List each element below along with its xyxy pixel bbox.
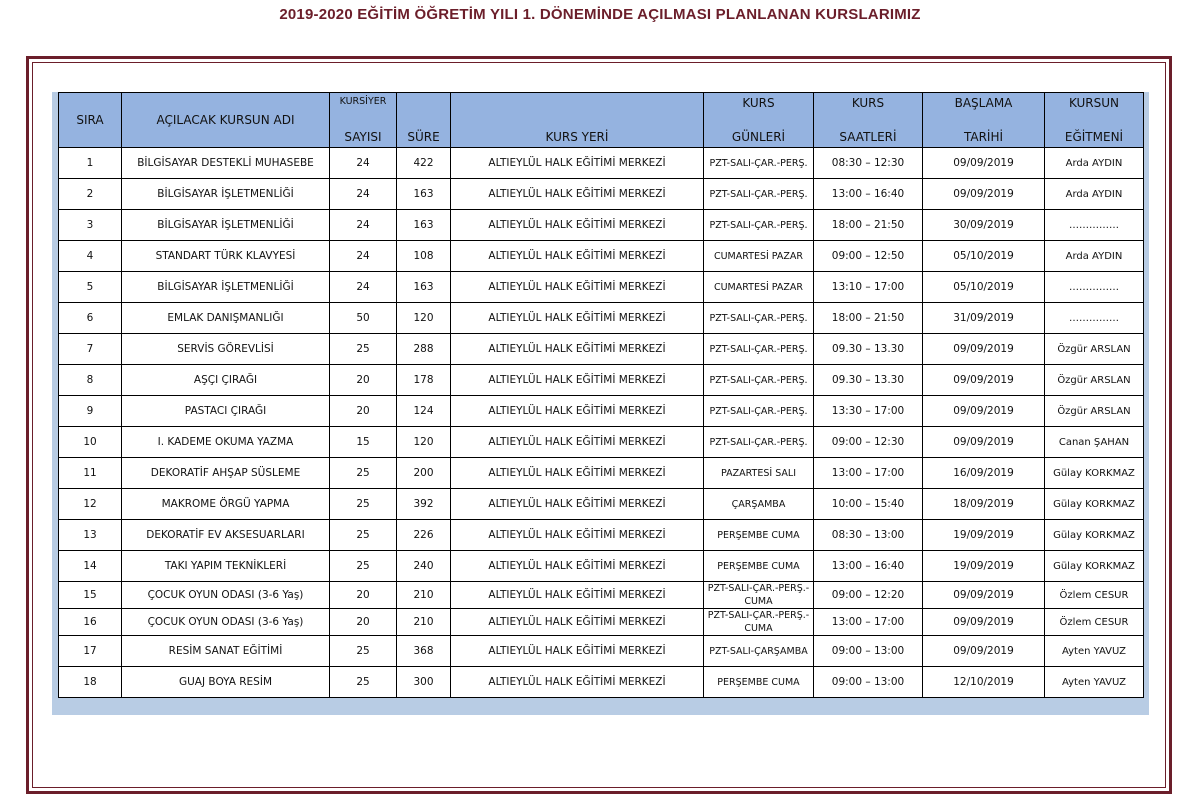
cell-sira: 8 [59,365,122,396]
header-kurs-adi: AÇILACAK KURSUN ADI [122,93,330,148]
cell-kurs-adi: ÇOCUK OYUN ODASI (3-6 Yaş) [122,582,330,609]
cell-kurs-yeri: ALTIEYLÜL HALK EĞİTİMİ MERKEZİ [451,365,704,396]
cell-egitmen: Gülay KORKMAZ [1045,520,1144,551]
cell-baslama-tarihi: 09/09/2019 [923,636,1045,667]
cell-kurs-gunleri: CUMARTESİ PAZAR [704,272,814,303]
cell-baslama-tarihi: 09/09/2019 [923,179,1045,210]
cell-kurs-adi: TAKI YAPIM TEKNİKLERİ [122,551,330,582]
table-row [59,667,1144,698]
cell-kursiyer-sayisi: 24 [330,148,397,179]
cell-kurs-gunleri: PZT-SALI-ÇAR.-PERŞ. [704,427,814,458]
cell-kurs-yeri: ALTIEYLÜL HALK EĞİTİMİ MERKEZİ [451,489,704,520]
header-kurs-saatleri: KURS SAATLERİ [814,93,923,148]
cell-egitmen: Gülay KORKMAZ [1045,458,1144,489]
cell-kurs-saatleri: 13:10 – 17:00 [814,272,923,303]
table-row [59,636,1144,667]
cell-sure: 178 [397,365,451,396]
table-body [59,148,1144,698]
cell-egitmen: …………… [1045,303,1144,334]
cell-egitmen: Arda AYDIN [1045,179,1144,210]
cell-sure: 163 [397,179,451,210]
cell-sira: 15 [59,582,122,609]
cell-kurs-yeri: ALTIEYLÜL HALK EĞİTİMİ MERKEZİ [451,551,704,582]
table-row [59,334,1144,365]
cell-kurs-saatleri: 09.30 – 13.30 [814,365,923,396]
cell-sira: 5 [59,272,122,303]
cell-baslama-tarihi: 05/10/2019 [923,241,1045,272]
cell-egitmen: Ayten YAVUZ [1045,636,1144,667]
header-sira: SIRA [59,93,122,148]
cell-kurs-saatleri: 13:00 – 16:40 [814,179,923,210]
cell-kurs-adi: PASTACI ÇIRAĞI [122,396,330,427]
cell-sira: 18 [59,667,122,698]
cell-kurs-gunleri: PZT-SALI-ÇAR.-PERŞ. [704,303,814,334]
cell-egitmen: Özgür ARSLAN [1045,396,1144,427]
cell-kurs-adi: RESİM SANAT EĞİTİMİ [122,636,330,667]
cell-kursiyer-sayisi: 20 [330,582,397,609]
header-kurs-gunleri: KURS GÜNLERİ [704,93,814,148]
cell-baslama-tarihi: 18/09/2019 [923,489,1045,520]
cell-kursiyer-sayisi: 25 [330,636,397,667]
cell-kurs-yeri: ALTIEYLÜL HALK EĞİTİMİ MERKEZİ [451,609,704,636]
cell-sira: 14 [59,551,122,582]
header-sure: SÜRE [397,93,451,148]
cell-kursiyer-sayisi: 20 [330,396,397,427]
cell-sira: 1 [59,148,122,179]
cell-kurs-adi: BİLGİSAYAR İŞLETMENLİĞİ [122,210,330,241]
cell-kurs-adi: EMLAK DANIŞMANLIĞI [122,303,330,334]
cell-sira: 16 [59,609,122,636]
header-row [59,93,1144,148]
table-row [59,148,1144,179]
header-kursun-egitmeni: KURSUN EĞİTMENİ [1045,93,1144,148]
header-kurs-yeri: KURS YERİ [451,93,704,148]
cell-sure: 210 [397,582,451,609]
cell-sira: 7 [59,334,122,365]
cell-egitmen: Canan ŞAHAN [1045,427,1144,458]
cell-kurs-adi: I. KADEME OKUMA YAZMA [122,427,330,458]
cell-egitmen: Özlem CESUR [1045,582,1144,609]
cell-sure: 368 [397,636,451,667]
cell-sira: 3 [59,210,122,241]
cell-kurs-yeri: ALTIEYLÜL HALK EĞİTİMİ MERKEZİ [451,179,704,210]
cell-kurs-saatleri: 09:00 – 12:50 [814,241,923,272]
cell-kurs-gunleri: PERŞEMBE CUMA [704,667,814,698]
cell-kurs-adi: BİLGİSAYAR DESTEKLİ MUHASEBE [122,148,330,179]
cell-kurs-saatleri: 09:00 – 13:00 [814,667,923,698]
cell-sure: 120 [397,303,451,334]
cell-kurs-adi: STANDART TÜRK KLAVYESİ [122,241,330,272]
cell-sure: 240 [397,551,451,582]
table-row [59,458,1144,489]
cell-kurs-yeri: ALTIEYLÜL HALK EĞİTİMİ MERKEZİ [451,427,704,458]
cell-sure: 163 [397,272,451,303]
cell-kurs-gunleri: PERŞEMBE CUMA [704,551,814,582]
cell-kurs-gunleri: PZT-SALI-ÇAR.-PERŞ. [704,210,814,241]
cell-kurs-yeri: ALTIEYLÜL HALK EĞİTİMİ MERKEZİ [451,636,704,667]
cell-sure: 210 [397,609,451,636]
cell-kurs-saatleri: 13:30 – 17:00 [814,396,923,427]
cell-kurs-saatleri: 18:00 – 21:50 [814,303,923,334]
cell-kurs-adi: ÇOCUK OYUN ODASI (3-6 Yaş) [122,609,330,636]
cell-egitmen: Özgür ARSLAN [1045,365,1144,396]
cell-sira: 6 [59,303,122,334]
cell-kurs-yeri: ALTIEYLÜL HALK EĞİTİMİ MERKEZİ [451,667,704,698]
cell-kurs-gunleri: PZT-SALI-ÇAR.-PERŞ. [704,148,814,179]
cell-kurs-gunleri: PZT-SALI-ÇAR.-PERŞ. [704,179,814,210]
cell-kurs-adi: BİLGİSAYAR İŞLETMENLİĞİ [122,272,330,303]
cell-kurs-gunleri: PZT-SALI-ÇAR.-PERŞ. [704,334,814,365]
cell-baslama-tarihi: 05/10/2019 [923,272,1045,303]
table-row [59,609,1144,636]
cell-kursiyer-sayisi: 25 [330,489,397,520]
cell-sure: 108 [397,241,451,272]
cell-egitmen: Gülay KORKMAZ [1045,551,1144,582]
cell-kurs-yeri: ALTIEYLÜL HALK EĞİTİMİ MERKEZİ [451,148,704,179]
cell-egitmen: Özlem CESUR [1045,609,1144,636]
cell-sure: 163 [397,210,451,241]
cell-sira: 13 [59,520,122,551]
cell-egitmen: …………… [1045,272,1144,303]
cell-kursiyer-sayisi: 25 [330,551,397,582]
table-background [52,92,1149,715]
cell-kurs-adi: SERVİS GÖREVLİSİ [122,334,330,365]
cell-kurs-adi: DEKORATİF EV AKSESUARLARI [122,520,330,551]
cell-sure: 120 [397,427,451,458]
cell-baslama-tarihi: 09/09/2019 [923,396,1045,427]
cell-baslama-tarihi: 16/09/2019 [923,458,1045,489]
cell-sure: 288 [397,334,451,365]
cell-kurs-gunleri: PZT-SALI-ÇAR.-PERŞ. [704,365,814,396]
table-row [59,520,1144,551]
cell-egitmen: Arda AYDIN [1045,241,1144,272]
table-row [59,551,1144,582]
table-row [59,241,1144,272]
table-row [59,272,1144,303]
cell-sure: 200 [397,458,451,489]
table-row [59,582,1144,609]
cell-kurs-saatleri: 09.30 – 13.30 [814,334,923,365]
cell-egitmen: …………… [1045,210,1144,241]
cell-sira: 9 [59,396,122,427]
cell-baslama-tarihi: 09/09/2019 [923,365,1045,396]
cell-kurs-gunleri: PZT-SALI-ÇAR.-PERŞ. [704,396,814,427]
cell-sira: 12 [59,489,122,520]
cell-kurs-adi: BİLGİSAYAR İŞLETMENLİĞİ [122,179,330,210]
cell-baslama-tarihi: 09/09/2019 [923,427,1045,458]
cell-kurs-saatleri: 09:00 – 12:30 [814,427,923,458]
cell-kursiyer-sayisi: 24 [330,272,397,303]
cell-sure: 300 [397,667,451,698]
cell-sure: 392 [397,489,451,520]
cell-kurs-saatleri: 09:00 – 12:20 [814,582,923,609]
cell-baslama-tarihi: 09/09/2019 [923,334,1045,365]
cell-egitmen: Arda AYDIN [1045,148,1144,179]
cell-kurs-saatleri: 13:00 – 17:00 [814,458,923,489]
table-row [59,365,1144,396]
cell-kursiyer-sayisi: 20 [330,609,397,636]
cell-egitmen: Gülay KORKMAZ [1045,489,1144,520]
cell-kursiyer-sayisi: 25 [330,458,397,489]
cell-baslama-tarihi: 30/09/2019 [923,210,1045,241]
cell-kurs-saatleri: 08:30 – 13:00 [814,520,923,551]
cell-kurs-saatleri: 13:00 – 17:00 [814,609,923,636]
table-row [59,303,1144,334]
cell-baslama-tarihi: 19/09/2019 [923,520,1045,551]
cell-baslama-tarihi: 19/09/2019 [923,551,1045,582]
cell-kursiyer-sayisi: 25 [330,334,397,365]
cell-sure: 422 [397,148,451,179]
table-row [59,489,1144,520]
table-row [59,179,1144,210]
cell-kurs-yeri: ALTIEYLÜL HALK EĞİTİMİ MERKEZİ [451,520,704,551]
cell-sure: 124 [397,396,451,427]
cell-kurs-adi: MAKROME ÖRGÜ YAPMA [122,489,330,520]
cell-baslama-tarihi: 09/09/2019 [923,582,1045,609]
cell-kursiyer-sayisi: 24 [330,179,397,210]
cell-kurs-yeri: ALTIEYLÜL HALK EĞİTİMİ MERKEZİ [451,458,704,489]
cell-kurs-saatleri: 08:30 – 12:30 [814,148,923,179]
header-kursiyer-sayisi: KURSİYER SAYISI [330,93,397,148]
cell-kurs-saatleri: 10:00 – 15:40 [814,489,923,520]
cell-sira: 11 [59,458,122,489]
courses-table [58,92,1144,698]
cell-kurs-yeri: ALTIEYLÜL HALK EĞİTİMİ MERKEZİ [451,582,704,609]
cell-kurs-gunleri: ÇARŞAMBA [704,489,814,520]
cell-sira: 2 [59,179,122,210]
cell-kurs-saatleri: 13:00 – 16:40 [814,551,923,582]
cell-egitmen: Ayten YAVUZ [1045,667,1144,698]
cell-kurs-yeri: ALTIEYLÜL HALK EĞİTİMİ MERKEZİ [451,334,704,365]
cell-sure: 226 [397,520,451,551]
cell-kurs-yeri: ALTIEYLÜL HALK EĞİTİMİ MERKEZİ [451,272,704,303]
cell-kurs-gunleri: PAZARTESİ SALI [704,458,814,489]
cell-sira: 10 [59,427,122,458]
cell-kurs-yeri: ALTIEYLÜL HALK EĞİTİMİ MERKEZİ [451,210,704,241]
cell-kurs-yeri: ALTIEYLÜL HALK EĞİTİMİ MERKEZİ [451,303,704,334]
cell-baslama-tarihi: 31/09/2019 [923,303,1045,334]
table-row [59,427,1144,458]
cell-egitmen: Özgür ARSLAN [1045,334,1144,365]
page-title: 2019-2020 EĞİTİM ÖĞRETİM YILI 1. DÖNEMİNDE AÇILMASI PLANLANAN KURSLARIMIZ [279,6,921,23]
cell-sira: 4 [59,241,122,272]
cell-kursiyer-sayisi: 25 [330,667,397,698]
cell-baslama-tarihi: 12/10/2019 [923,667,1045,698]
cell-kurs-adi: AŞÇI ÇIRAĞI [122,365,330,396]
cell-kursiyer-sayisi: 50 [330,303,397,334]
cell-kurs-adi: GUAJ BOYA RESİM [122,667,330,698]
cell-kurs-gunleri: PZT-SALI-ÇARŞAMBA [704,636,814,667]
cell-kursiyer-sayisi: 25 [330,520,397,551]
cell-kurs-adi: DEKORATİF AHŞAP SÜSLEME [122,458,330,489]
cell-kurs-gunleri: CUMARTESİ PAZAR [704,241,814,272]
cell-kursiyer-sayisi: 24 [330,210,397,241]
cell-kursiyer-sayisi: 15 [330,427,397,458]
cell-kursiyer-sayisi: 20 [330,365,397,396]
cell-sira: 17 [59,636,122,667]
table-row [59,210,1144,241]
cell-kurs-gunleri: PZT-SALI-ÇAR.-PERŞ.-CUMA [704,609,814,636]
table-row [59,396,1144,427]
cell-kurs-yeri: ALTIEYLÜL HALK EĞİTİMİ MERKEZİ [451,396,704,427]
cell-baslama-tarihi: 09/09/2019 [923,609,1045,636]
cell-kurs-saatleri: 09:00 – 13:00 [814,636,923,667]
cell-kurs-yeri: ALTIEYLÜL HALK EĞİTİMİ MERKEZİ [451,241,704,272]
cell-baslama-tarihi: 09/09/2019 [923,148,1045,179]
cell-kurs-gunleri: PERŞEMBE CUMA [704,520,814,551]
header-baslama-tarihi: BAŞLAMA TARİHİ [923,93,1045,148]
cell-kurs-saatleri: 18:00 – 21:50 [814,210,923,241]
cell-kursiyer-sayisi: 24 [330,241,397,272]
cell-kurs-gunleri: PZT-SALI-ÇAR.-PERŞ.-CUMA [704,582,814,609]
